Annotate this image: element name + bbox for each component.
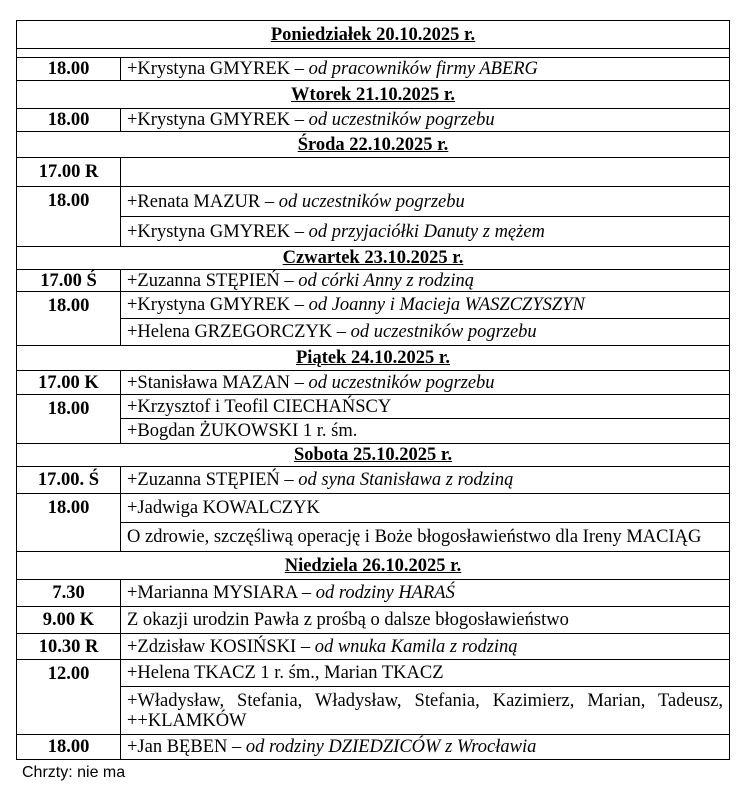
intention-name: +Bogdan ŻUKOWSKI 1 r. śm. (127, 421, 358, 441)
intention-note: – od wnuka Kamila z rodziną (300, 636, 518, 657)
mass-time: 12.00 (17, 660, 121, 735)
mass-row (17, 494, 730, 523)
mass-time: 10.30 R (17, 634, 121, 660)
mass-time: 18.00 (17, 292, 121, 346)
mass-row (17, 580, 730, 607)
day-header-row (17, 21, 730, 49)
mass-time: 17.00 R (17, 158, 121, 187)
intention-note: – od Joanny i Macieja WASZCZYSZYN (294, 295, 585, 315)
intention-cell (121, 395, 730, 419)
intention-name: +Krystyna GMYREK (127, 110, 291, 130)
intention-name: +Zuzanna STĘPIEŃ (127, 270, 280, 291)
intention-note: – od uczestników pogrzebu (264, 191, 465, 212)
intention-cell-multiline (121, 687, 730, 735)
intention-note: – od rodziny DZIEDZICÓW z Wrocławia (231, 737, 537, 757)
mass-row (17, 607, 730, 634)
intention-note: – od uczestników pogrzebu (336, 322, 537, 342)
mass-time: 18.00 (17, 187, 121, 247)
mass-row (17, 467, 730, 494)
intention-name: +Renata MAZUR (127, 191, 261, 212)
day-header-row (17, 81, 730, 109)
mass-time: 18.00 (17, 395, 121, 444)
intention-name: +Zuzanna STĘPIEŃ (127, 470, 280, 490)
intention-name: +Jan BĘBEN (127, 737, 228, 757)
intention-cell (121, 607, 730, 634)
day-header-row (17, 552, 730, 580)
spacer-row (17, 49, 730, 58)
mass-row (17, 523, 730, 552)
day-header-text: Poniedziałek 20.10.2025 r. (270, 24, 476, 45)
intention-cell (121, 319, 730, 346)
intention-name: +Marianna MYSIARA (127, 583, 298, 603)
intention-name: +Zdzisław KOSIŃSKI (127, 636, 297, 657)
intention-note: – od syna Stanisława z rodziną (284, 470, 514, 490)
day-header-row (17, 132, 730, 158)
intention-cell (121, 419, 730, 444)
mass-row (17, 634, 730, 660)
intention-cell (121, 634, 730, 660)
intention-name: +Jadwiga KOWALCZYK (127, 498, 320, 518)
mass-row (17, 58, 730, 81)
mass-row (17, 371, 730, 395)
mass-time: 18.00 (17, 494, 121, 552)
mass-row (17, 109, 730, 132)
intention-name: +Krystyna GMYREK (127, 59, 291, 79)
intention-cell (121, 523, 730, 552)
intention-name: +Stanisława MAZAN (127, 372, 291, 393)
intention-cell (121, 580, 730, 607)
baptisms-note: Chrzty: nie ma (22, 764, 126, 781)
day-header-text: Czwartek 23.10.2025 r. (282, 248, 464, 268)
mass-row (17, 158, 730, 187)
intention-note: – od rodziny HARAŚ (301, 583, 455, 603)
day-header-text: Piątek 24.10.2025 r. (296, 348, 450, 368)
mass-time: 18.00 (17, 58, 121, 81)
mass-row (17, 292, 730, 319)
intention-line: ++KLAMKÓW (127, 710, 247, 731)
day-header-row (17, 444, 730, 467)
mass-time: 9.00 K (17, 607, 121, 634)
spacer-cell (17, 49, 730, 58)
mass-time: 18.00 (17, 735, 121, 760)
mass-time: 18.00 (17, 109, 121, 132)
intention-cell-empty (121, 158, 730, 187)
day-header-row (17, 247, 730, 270)
mass-row (17, 660, 730, 687)
intention-name: O zdrowie, szczęśliwą operację i Boże błogosławieństwo dla Ireny MACIĄG (127, 527, 702, 547)
day-header-wednesday (17, 132, 730, 158)
mass-time: 17.00 K (17, 371, 121, 395)
intention-name: Z okazji urodzin Pawła z prośbą o dalsze błogosławieństwo (127, 610, 569, 630)
day-header-tuesday (17, 81, 730, 109)
day-header-text: Niedziela 26.10.2025 r. (284, 555, 462, 576)
day-header-row (17, 346, 730, 371)
intention-note: – od uczestników pogrzebu (294, 372, 495, 393)
intention-name: +Helena TKACZ 1 r. śm., Marian TKACZ (127, 663, 444, 683)
day-header-text: Wtorek 21.10.2025 r. (291, 84, 455, 105)
intention-note: – od przyjaciółki Danuty z mężem (294, 221, 545, 242)
intention-name: +Krystyna GMYREK (127, 295, 291, 315)
intention-cell (121, 58, 730, 81)
day-header-text: Sobota 25.10.2025 r. (293, 445, 453, 465)
intention-note: – od córki Anny z rodziną (284, 270, 474, 291)
intention-name: +Krzysztof i Teofil CIECHAŃSCY (127, 396, 392, 417)
mass-row (17, 395, 730, 419)
intention-cell (121, 270, 730, 292)
mass-row (17, 270, 730, 292)
mass-row (17, 687, 730, 735)
intention-cell (121, 494, 730, 523)
day-header-thursday (17, 247, 730, 270)
intention-line: +Władysław, Stefania, Władysław, Stefania, Kazimierz, Marian, Tadeusz, (127, 690, 724, 711)
intention-note: – od pracowników firmy ABERG (294, 59, 538, 79)
intention-cell (121, 371, 730, 395)
mass-row (17, 419, 730, 444)
mass-intentions-table (16, 20, 730, 760)
intention-cell (121, 467, 730, 494)
intention-cell (121, 292, 730, 319)
day-header-friday (17, 346, 730, 371)
intention-cell (121, 217, 730, 247)
mass-row (17, 187, 730, 217)
mass-time: 17.00. Ś (17, 467, 121, 494)
intention-name: +Krystyna GMYREK (127, 221, 291, 242)
mass-time: 17.00 Ś (17, 270, 121, 292)
intention-cell (121, 660, 730, 687)
intention-cell (121, 109, 730, 132)
intention-name: +Helena GRZEGORCZYK (127, 322, 333, 342)
mass-row (17, 217, 730, 247)
intention-note: – od uczestników pogrzebu (294, 110, 495, 130)
intention-cell (121, 187, 730, 217)
intention-cell (121, 735, 730, 760)
day-header-text: Środa 22.10.2025 r. (297, 134, 449, 155)
day-header-monday (17, 21, 730, 49)
day-header-sunday (17, 552, 730, 580)
mass-time: 7.30 (17, 580, 121, 607)
day-header-saturday (17, 444, 730, 467)
mass-row (17, 735, 730, 760)
mass-row (17, 319, 730, 346)
